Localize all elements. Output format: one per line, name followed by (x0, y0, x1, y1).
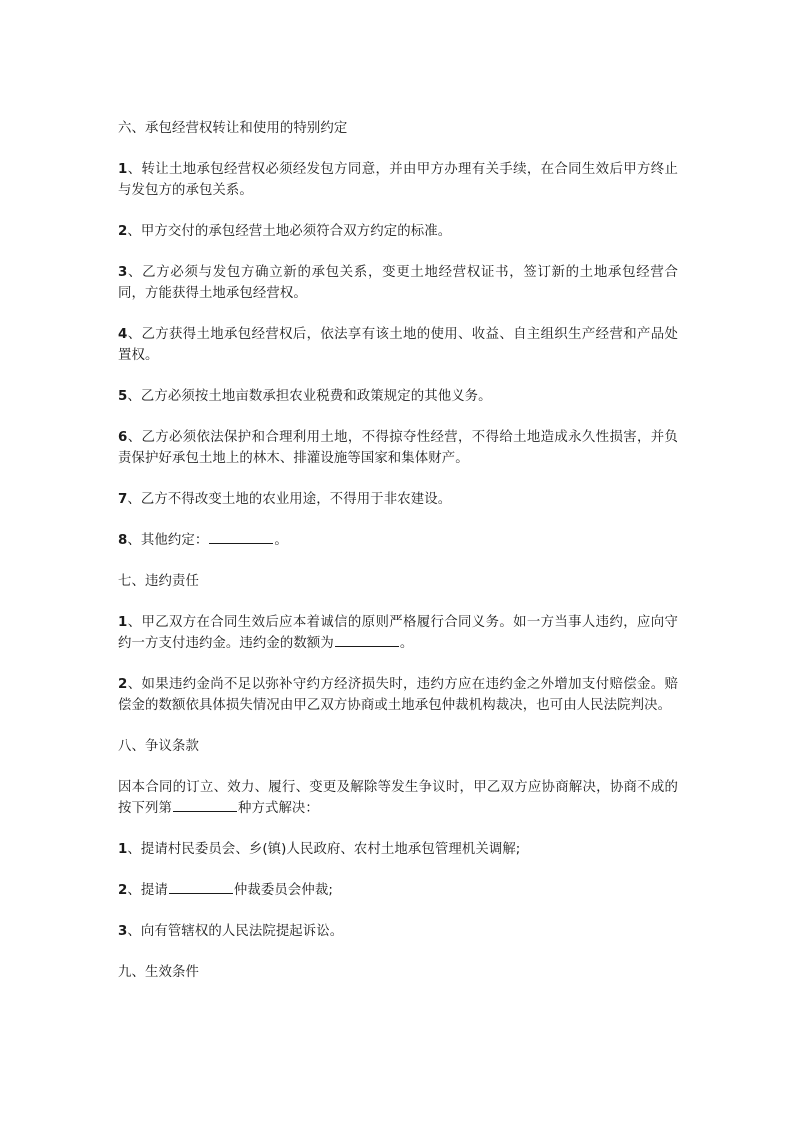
clause-8-1 (118, 839, 678, 860)
clause-8-3 (118, 921, 678, 942)
fill-in-blank[interactable] (209, 530, 273, 544)
clause-text: 、其他约定： (127, 533, 209, 548)
section-heading-8: 八、争议条款 (118, 739, 199, 754)
clause-text: 、甲方交付的承包经营土地必须符合双方约定的标准。 (127, 224, 452, 239)
clause-number: 6 (118, 430, 128, 445)
document-page (118, 118, 678, 1003)
clause-number: 2 (118, 677, 128, 692)
clause-7-2 (118, 674, 678, 716)
clause-number: 1 (118, 162, 128, 177)
clause-text: 、乙方不得改变土地的农业用途，不得用于非农建设。 (127, 492, 452, 507)
clause-6-2 (118, 221, 678, 242)
clause-text-end: 仲裁委员会仲裁; (233, 883, 333, 898)
fill-in-blank[interactable] (173, 798, 237, 812)
clause-text: 、甲乙双方在合同生效后应本着诚信的原则严格履行合同义务。如一方当事人违约，应向守约一方支付违约金。违约金的数额为 (118, 615, 678, 651)
clause-6-8 (118, 530, 678, 551)
clause-number: 3 (118, 924, 128, 939)
clause-8-2 (118, 880, 678, 901)
clause-7-1 (118, 612, 678, 654)
clause-number: 1 (118, 615, 128, 630)
clause-6-7 (118, 489, 678, 510)
intro-text: 因本合同的订立、效力、履行、变更及解除等发生争议时，甲乙双方应协商解决，协商不成的按下列第 (118, 780, 678, 816)
clause-number: 1 (118, 842, 128, 857)
clause-number: 2 (118, 224, 128, 239)
clause-6-5 (118, 386, 678, 407)
clause-6-1 (118, 159, 678, 201)
clause-text: 、乙方必须按土地亩数承担农业税费和政策规定的其他义务。 (127, 389, 492, 404)
fill-in-blank[interactable] (169, 880, 233, 894)
clause-number: 4 (118, 327, 128, 342)
clause-6-6 (118, 427, 678, 469)
clause-number: 7 (118, 492, 128, 507)
clause-number: 8 (118, 533, 128, 548)
section-heading-9: 九、生效条件 (118, 965, 199, 980)
clause-text: 、提请村民委员会、乡(镇)人民政府、农村土地承包管理机关调解; (127, 842, 521, 857)
clause-number: 5 (118, 389, 128, 404)
section-8-intro (118, 777, 678, 819)
clause-text-end: 。 (399, 636, 414, 651)
intro-text-end: 种方式解决： (237, 801, 319, 816)
clause-text: 、如果违约金尚不足以弥补守约方经济损失时，违约方应在违约金之外增加支付赔偿金。赔偿金的数额依具体损失情况由甲乙双方协商或土地承包仲裁机构裁决，也可由人民法院判决。 (118, 677, 678, 713)
section-heading-6: 六、承包经营权转让和使用的特别约定 (118, 121, 348, 136)
clause-number: 2 (118, 883, 128, 898)
clause-text: 、乙方获得土地承包经营权后，依法享有该土地的使用、收益、自主组织生产经营和产品处置权。 (118, 327, 678, 363)
clause-6-4 (118, 324, 678, 366)
fill-in-blank[interactable] (335, 633, 399, 647)
clause-text: 、转让土地承包经营权必须经发包方同意，并由甲方办理有关手续，在合同生效后甲方终止与发包方的承包关系。 (118, 162, 678, 198)
clause-6-3 (118, 262, 678, 304)
clause-text: 、提请 (127, 883, 168, 898)
clause-text: 、乙方必须与发包方确立新的承包关系，变更土地经营权证书，签订新的土地承包经营合同，方能获得土地承包经营权。 (118, 265, 678, 301)
section-heading-7: 七、违约责任 (118, 574, 199, 589)
clause-number: 3 (118, 265, 128, 280)
clause-text: 、向有管辖权的人民法院提起诉讼。 (127, 924, 344, 939)
clause-text-end: 。 (274, 533, 288, 548)
clause-text: 、乙方必须依法保护和合理利用土地，不得掠夺性经营，不得给土地造成永久性损害，并负责保护好承包土地上的林木、排灌设施等国家和集体财产。 (118, 430, 678, 466)
